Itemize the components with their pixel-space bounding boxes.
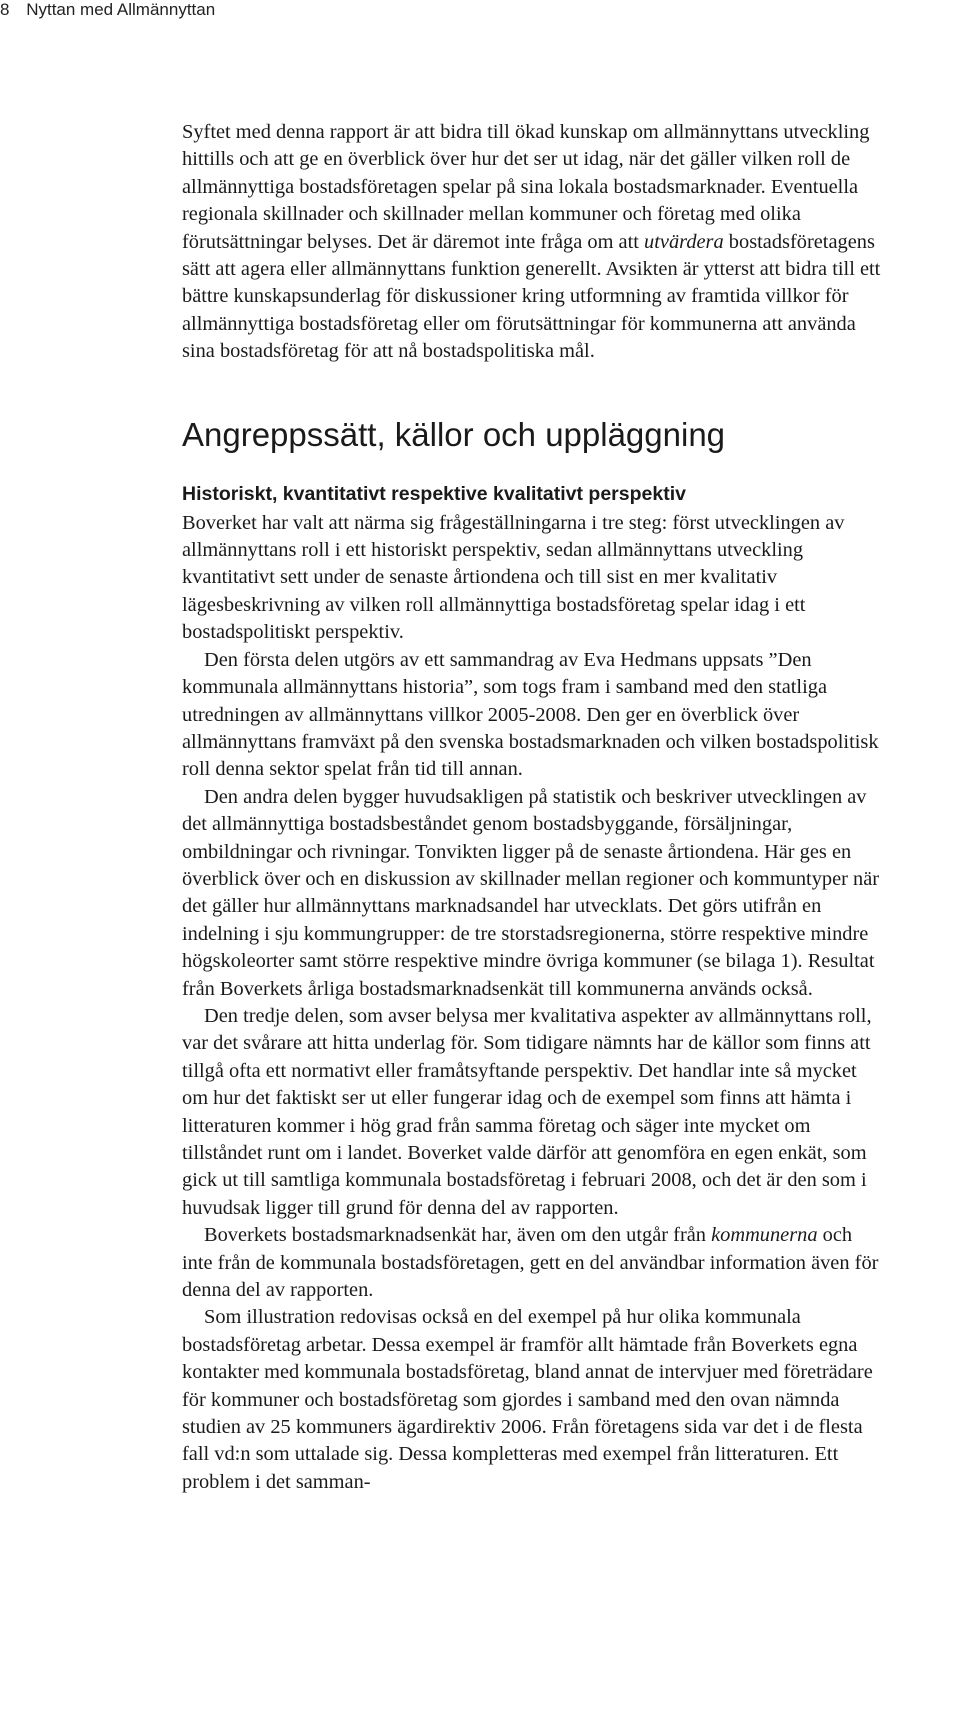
- body-emphasis: kommunerna: [711, 1224, 818, 1247]
- running-title: Nyttan med Allmännyttan: [26, 0, 216, 19]
- document-body: [182, 119, 882, 1496]
- page-number: 8: [0, 0, 10, 19]
- body-paragraph: Den andra delen bygger huvudsakligen på statistik och beskriver utvecklingen av det allmännyttiga bostadsbeståndet genom bostadsbyggande, försäljningar, ombildningar och rivningar. Tonvikten ligger på de senaste årtiondena. Här ges en överblick över och en diskussion av skillnader mellan regioner och kommuntyper när det gäller hur allmännyttans marknadsandel har utvecklats. Det görs utifrån en indelning i sju kommungrupper: de tre storstadsregionerna, större respektive mindre högskoleorter samt större respektive mindre övriga kommuner (se bilaga 1). Resultat från Boverkets årliga bostadsmarknadsenkät till kommunerna används också.: [182, 785, 880, 1000]
- intro-text-start: Syftet med denna rapport är att bidra till ökad kunskap om allmännyttans utveckling hittills och att ge en överblick över hur det ser ut idag, när det gäller vilken roll de allmännyttiga bostadsföretagen spelar på sina lokala bostadsmarknader. Eventuella regionala skillnader och skillnader mellan kommuner och företag med olika förutsättningar belyses. Det är däremot inte fråga om att: [182, 121, 870, 253]
- subsection-title: Historiskt, kvantitativt respektive kvalitativt perspektiv: [182, 482, 686, 505]
- body-paragraph: Den tredje delen, som avser belysa mer kvalitativa aspekter av allmännyttans roll, var det svårare att hitta underlag för. Som tidigare nämnts har de källor som finns att tillgå ofta ett normativt eller framåtsyftande perspektiv. Det handlar inte så mycket om hur det faktiskt ser ut eller fungerar idag och de exempel som finns att hämta i litteraturen kommer i hög grad från samma företag och säger inte mycket om tillståndet runt om i landet. Boverket valde därför att genomföra en egen enkät, som gick ut till samtliga kommunala bostadsföretag i februari 2008, och det är den som i huvudsak ligger till grund för denna del av rapporten.: [182, 1004, 872, 1219]
- page-header: [0, 0, 215, 20]
- body-text-start: Boverkets bostadsmarknadsenkät har, även om den utgår från: [204, 1224, 712, 1247]
- intro-emphasis: utvärdera: [644, 230, 724, 253]
- body-text-end: och inte från de kommunala bostadsföretagen, gett en del användbar information även för denna del av rapporten.: [182, 1224, 879, 1302]
- intro-paragraph: [182, 119, 882, 366]
- body-paragraph: [182, 1222, 882, 1304]
- intro-text-end: bostadsföretagens sätt att agera eller allmännyttans funktion generellt. Avsikten är ytterst att bidra till ett bättre kunskapsunderlag för diskussioner kring utformning av framtida villkor för allmännyttiga bostadsföretag eller om förutsättningar för kommunerna att använda sina bostadsföretag för att nå bostadspolitiska mål.: [182, 230, 881, 363]
- body-paragraph: Den första delen utgörs av ett sammandrag av Eva Hedmans uppsats ”Den kommunala allmännyttans historia”, som togs fram i samband med den statliga utredningen av allmännyttans villkor 2005-2008. Den ger en överblick över allmännyttans framväxt på den svenska bostadsmarknaden och vilken bostadspolitisk roll denna sektor spelat från tid till annan.: [182, 648, 879, 781]
- body-paragraph: Boverket har valt att närma sig frågeställningarna i tre steg: först utvecklingen av allmännyttans roll i ett historiskt perspektiv, sedan allmännyttans utveckling kvantitativt sett under de senaste årtiondena och till sist en mer kvalitativ lägesbeskrivning av vilken roll allmännyttiga bostadsföretag spelar idag i ett bostadspolitiskt perspektiv.: [182, 511, 845, 644]
- section-title: Angreppssätt, källor och uppläggning: [182, 415, 726, 453]
- body-paragraph: Som illustration redovisas också en del exempel på hur olika kommunala bostadsföretag arbetar. Dessa exempel är framför allt hämtade från Boverkets egna kontakter med kommunala bostadsföretag, bland annat de intervjuer med företrädare för kommuner och bostadsföretag som gjordes i samband med den ovan nämnda studien av 25 kommuners ägardirektiv 2006. Från företagens sida var det i de flesta fall vd:n som uttalade sig. Dessa kompletteras med exempel från litteraturen. Ett problem i det samman-: [182, 1306, 873, 1493]
